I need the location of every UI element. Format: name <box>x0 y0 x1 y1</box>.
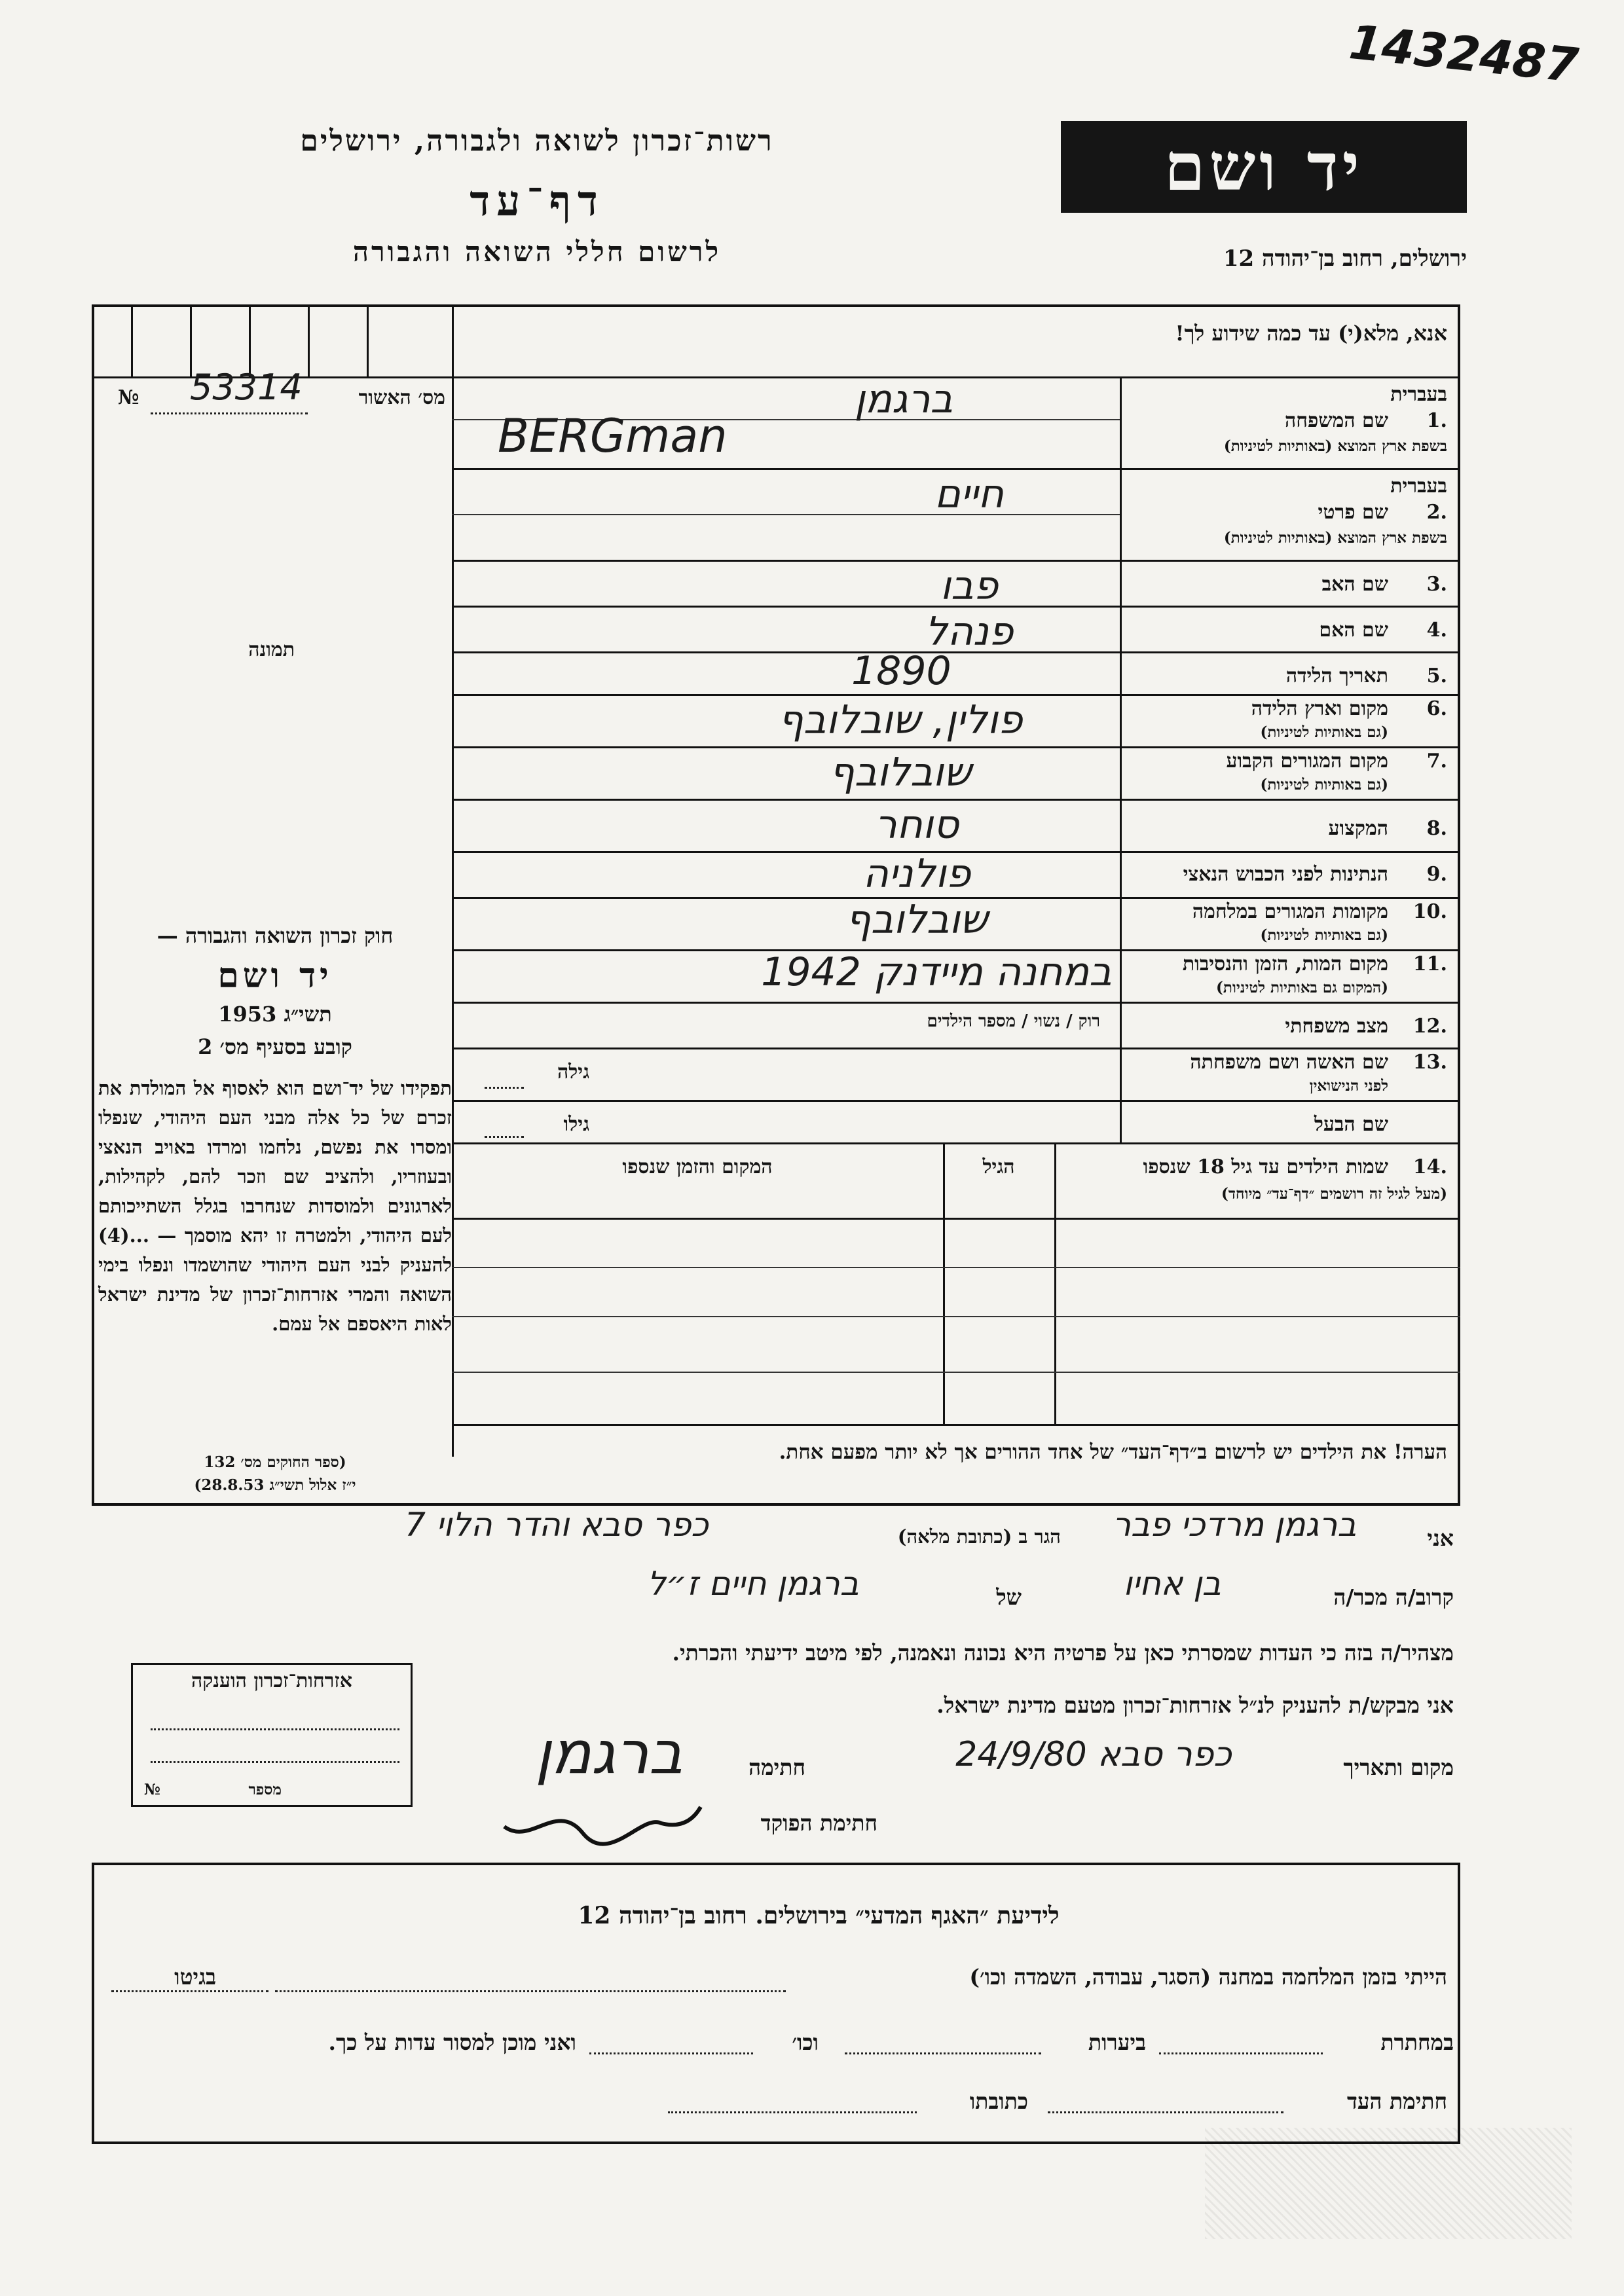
field-13-num: 13. <box>1412 1051 1447 1074</box>
row-line <box>452 1002 1460 1004</box>
scan-noise <box>1205 2128 1572 2239</box>
death-place: במחנה מיידנק 1942 <box>761 949 1112 995</box>
law-source-date: י״ז אלול תשי״ג 28.8.53) <box>194 1476 356 1494</box>
box-divider <box>367 304 369 376</box>
officer-signature <box>498 1787 707 1853</box>
row-line <box>452 560 1460 562</box>
stamp-dots-2 <box>151 1761 399 1763</box>
field-11-num: 11. <box>1412 953 1447 975</box>
law-heading: חוק זכרון השואה והגבורה — <box>157 923 394 948</box>
decl-request: אני מבקש/ת להעניק לנ״ל אזרחות־זכרון מטעם מדינת ישראל. <box>936 1692 1454 1718</box>
wartime-residence: שובלובף <box>845 897 988 943</box>
field-1-num: 1. <box>1426 409 1447 432</box>
field-9-label: הנתינות לפני הכבוש הנאצי <box>1183 863 1388 886</box>
birth-date: 1890 <box>851 648 951 694</box>
camp-dots <box>275 1990 786 1992</box>
witness-address-dots <box>668 2111 917 2113</box>
instruction-text: אנא, מלא(י) עד כמה שידוע לך! <box>1175 321 1447 346</box>
law-year: תשי״ג 1953 <box>218 1002 332 1027</box>
row-line <box>452 694 1460 696</box>
form-title: דף־עד <box>470 177 604 226</box>
children-sub: (מעל לגיל זה רושמים ״דף־עד״ מיוחד) <box>1221 1185 1447 1203</box>
row-line <box>452 468 1460 470</box>
ghetto-dots <box>111 1990 268 1992</box>
place-date-label: מקום ותאריך <box>1343 1755 1454 1780</box>
registration-number: 53314 <box>190 367 303 408</box>
mother-name: פנהל <box>925 609 1014 655</box>
wife-age-label: גילה <box>557 1061 589 1084</box>
field-3-label: שם האב <box>1321 573 1388 596</box>
field-13-sub: לפני הנישואין <box>1309 1077 1388 1095</box>
wife-age-dots <box>485 1087 524 1089</box>
field-2-label: שם פרטי <box>1318 501 1388 524</box>
relation-label: קרוב/ה מכר/ה <box>1333 1584 1454 1610</box>
children-row-line <box>452 1267 1460 1268</box>
row-line <box>452 1142 1460 1144</box>
children-row-line <box>452 1316 1460 1317</box>
law-body: תפקידו של יד־ושם הוא לאסוף אל המולדת את זכרם של כל אלה מבני העם היהודי, שנפלו ומסרו את נפשם, נלחמו ומרדו באויב הנאצי ובעוזריו, ולהציב שם וזכר להם, לקהילות, לארגונים ולמוסדות שנחרבו בגלל השתייכותם לעם היהודי, ולמטרה זו יהא מוסמך — ...(4) להעניק לבני העם היהודי שהושמדו ונפלו בימי השואה והמרי אזרחות־זכרון של מדינת ישראל לאות היאספם אל עמם. <box>98 1077 452 1335</box>
reference-number: 1432487 <box>1346 14 1581 94</box>
box-divider <box>190 304 192 376</box>
place-date-value: כפר סבא 24/9/80 <box>955 1735 1232 1774</box>
witness-signature-dots <box>1048 2111 1283 2113</box>
stamp-number-symbol: № <box>144 1781 160 1798</box>
children-col-divider <box>943 1142 945 1424</box>
field-10-sub: (גם באותיות לטיניות) <box>1260 926 1388 944</box>
field-4-label: שם האם <box>1319 619 1388 642</box>
field-10-num: 10. <box>1412 900 1447 923</box>
field-9-num: 9. <box>1426 863 1447 886</box>
profession: סוחר <box>874 802 959 848</box>
law-source: (ספר החוקים מס׳ 132 <box>204 1453 346 1471</box>
nationality: פולניה <box>862 851 971 897</box>
field-8-label: המקצוע <box>1328 817 1388 840</box>
header-address: ירושלים, רחוב בן־יהודה 12 <box>1223 246 1467 272</box>
field-7-label: מקום המגורים הקבוע <box>1226 750 1388 773</box>
decl-address-label: הגר ב (כתובת מלאה) <box>897 1525 1061 1548</box>
children-place-header: המקום והזמן שנספו <box>622 1156 773 1178</box>
field-6-label: מקום וארץ הלידה <box>1251 697 1388 720</box>
witness-address-label: כתובתו <box>969 2088 1028 2114</box>
family-name-latin: BERGman <box>498 409 728 463</box>
field-10-label: מקומות המגורים במלחמה <box>1192 900 1388 923</box>
stamp-title: אזרחות־זכרון הוענקה <box>191 1669 353 1692</box>
field-1-label: שם המשפחה <box>1284 409 1388 432</box>
underground-dots <box>1159 2052 1323 2054</box>
bottom-heading: לידיעת ״האגף המדעי״ בירושלים. רחוב בן־יהודה 12 <box>578 1902 1060 1929</box>
children-note: הערה! את הילדים יש לרשום ב״דף־העד״ של אחד ההורים אך לא יותר מפעם אחת. <box>779 1440 1447 1464</box>
registration-label: מס׳ האשור <box>358 386 445 409</box>
field-5-label: תאריך הלידה <box>1285 665 1388 687</box>
family-name-hebrew: ברגמן <box>854 376 953 422</box>
etc-label: וכו׳ <box>792 2030 819 2055</box>
children-age-header: הגיל <box>982 1156 1015 1178</box>
children-label: שמות הילדים עד גיל 18 שנספו <box>1143 1156 1388 1178</box>
field-13-label: שם האשה ושם משפחתה <box>1190 1051 1388 1074</box>
field-6-num: 6. <box>1426 697 1447 720</box>
etc-dots <box>589 2052 753 2054</box>
marital-status-options: רוק / נשוי / מספר הילדים <box>927 1011 1100 1031</box>
label-column-divider <box>1120 376 1122 1142</box>
field-8-num: 8. <box>1426 817 1447 840</box>
field-3-num: 3. <box>1426 573 1447 596</box>
husband-label: שם הבעל <box>1314 1113 1388 1136</box>
field-11-sub: (המקום גם באותיות לטיניות) <box>1216 979 1388 996</box>
field-2-num: 2. <box>1426 501 1447 524</box>
field-2-sub: בשפת ארץ המוצא (באותיות לטיניות) <box>1223 529 1447 547</box>
field-5-num: 5. <box>1426 665 1447 687</box>
field-2-hebrew-tag: בעברית <box>1390 475 1447 498</box>
field-11-label: מקום המות, הזמן והנסיבות <box>1182 953 1388 975</box>
father-name: פבו <box>940 563 999 609</box>
registration-no-symbol: № <box>118 386 139 409</box>
field-12-num: 12. <box>1412 1015 1447 1038</box>
signature-label: חתימה <box>748 1755 805 1780</box>
declarant-address: כפר סבא והדר הלוי 7 <box>405 1506 709 1544</box>
registration-dots <box>151 412 308 414</box>
box-divider <box>131 304 133 376</box>
field-7-num: 7. <box>1426 750 1447 773</box>
children-bottom-line <box>452 1424 1460 1426</box>
declarant-signature: ברגמן <box>535 1719 683 1787</box>
first-name: חיים <box>934 471 1004 517</box>
left-column-divider <box>452 304 454 1457</box>
field-4-num: 4. <box>1426 619 1447 642</box>
underground-label: במחתרת <box>1380 2030 1454 2055</box>
permanent-residence: שובלובף <box>829 750 972 795</box>
yad-vashem-logo: יד ושם <box>1061 121 1467 213</box>
stamp-dots-1 <box>151 1728 399 1730</box>
camp-line: הייתי בזמן המלחמה במחנה (הסגר, עבודה, השמדה וכו׳) <box>969 1964 1447 1990</box>
photo-label: תמונה <box>248 638 295 661</box>
relation-of: של <box>996 1584 1022 1610</box>
officer-signature-label: חתימת הפוקד <box>760 1810 877 1836</box>
form-subtitle: לרשום חללי השואה והגבורה <box>352 236 722 268</box>
decl-prefix: אני <box>1427 1525 1454 1551</box>
decl-statement: מצהיר/ה בזה כי העדות שמסרתי כאן על פרטיה היא נכונה ונאמנה, לפי מיטב ידיעתי והכרתי. <box>672 1640 1454 1666</box>
victim-name: ברגמן חיים ז״ל <box>647 1565 859 1603</box>
husband-age-label: גילו <box>563 1113 589 1136</box>
law-clause: קובע בסעיף מס׳ 2 <box>198 1034 352 1059</box>
forests-label: ביערות <box>1088 2030 1146 2055</box>
row-line <box>452 746 1460 748</box>
field-12-label: מצב משפחתי <box>1285 1015 1388 1038</box>
stamp-number-label: מספר <box>248 1781 282 1798</box>
row-line <box>452 1048 1460 1049</box>
field-7-sub: (גם באותיות לטיניות) <box>1260 776 1388 793</box>
husband-age-dots <box>485 1136 524 1138</box>
children-col-divider <box>1054 1142 1056 1424</box>
birth-place: פולין, שובלובף <box>778 697 1023 743</box>
organization-line: רשות־זכרון לשואה ולגבורה, ירושלים <box>300 124 774 158</box>
children-row-line <box>452 1372 1460 1373</box>
row-line <box>452 1100 1460 1102</box>
field-1-sub: בשפת ארץ המוצא (באותיות לטיניות) <box>1223 437 1447 455</box>
field-1-hebrew-tag: בעברית <box>1390 383 1447 406</box>
children-header-line <box>452 1218 1460 1220</box>
field-6-sub: (גם באותיות לטיניות) <box>1260 723 1388 741</box>
box-divider <box>249 304 251 376</box>
forests-dots <box>845 2052 1041 2054</box>
box-divider <box>308 304 310 376</box>
ghetto-label: בגיטו <box>174 1964 216 1990</box>
relation-value: בן אחיו <box>1123 1565 1221 1603</box>
declarant-name: ברגמן מרדכי פבר <box>1112 1506 1357 1544</box>
law-yad-vashem: יד ושם <box>217 956 333 996</box>
witness-signature-label: חתימת העד <box>1346 2088 1447 2114</box>
ready-text: ואני מוכן למסור עדות על כך. <box>328 2030 576 2055</box>
children-num: 14. <box>1412 1156 1447 1178</box>
row-line <box>452 799 1460 801</box>
